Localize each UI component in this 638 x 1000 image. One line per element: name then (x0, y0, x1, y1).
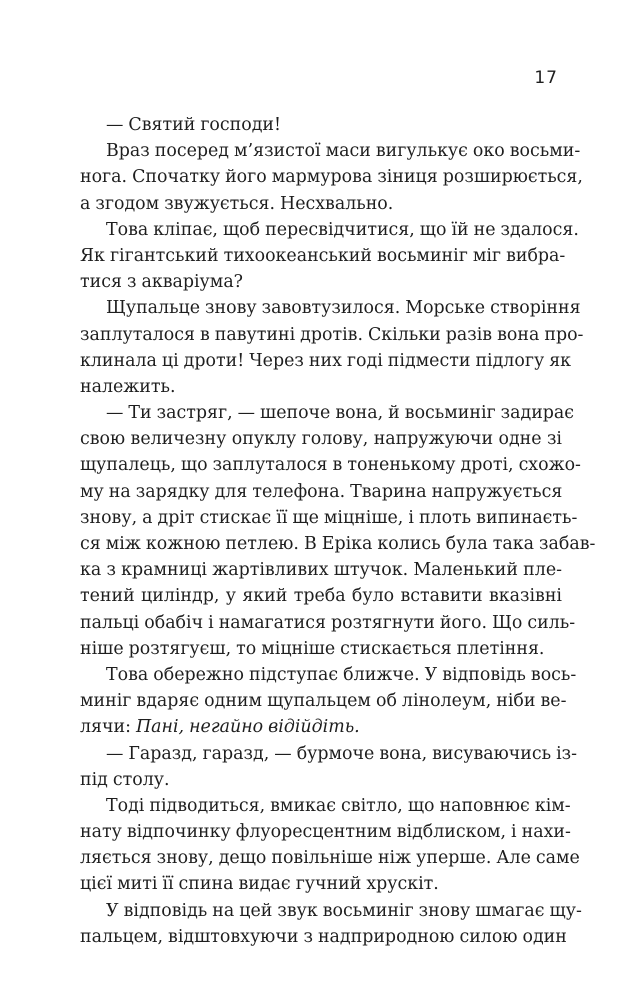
text-line (80, 505, 578, 531)
text-line (80, 295, 581, 321)
text-line (80, 164, 583, 190)
text-line (80, 452, 581, 478)
text-line (80, 636, 562, 662)
text-line (80, 138, 581, 164)
line-text: ка з крамниці жартівливих штучок. Маленький пле- (80, 560, 562, 581)
text-line (80, 348, 572, 374)
text-line (80, 741, 578, 767)
text-line (80, 714, 562, 740)
page-number: 17 (534, 68, 558, 88)
line-text: тений циліндр, у який треба було вставити вказівні (80, 586, 562, 607)
line-text: Як гігантський тихоокеанський восьминіг міг вибра- (80, 245, 566, 266)
text-line (80, 479, 562, 505)
text-line (80, 112, 562, 138)
text-line (80, 531, 596, 557)
text-line (80, 217, 579, 243)
line-text: — Святий господи! (106, 115, 281, 135)
line-text: ніше розтягуєш, то міцніше стискається плетіння. (80, 638, 545, 659)
line-text: Това обережно підступає ближче. У відповідь вось- (106, 664, 577, 685)
line-text: ляється знову, дещо повільніше ніж уперше. Але саме (80, 848, 580, 869)
line-text: тися з акваріума? (80, 272, 244, 293)
text-line (80, 845, 580, 871)
text-line (80, 557, 562, 583)
line-text: ся між кожною петлею. В Еріка колись була така забав- (80, 534, 596, 554)
line-text: лячи: (80, 717, 136, 738)
line-text: пальцем, відштовхуючи з надприродною силою один (80, 926, 567, 947)
body-text (80, 112, 596, 950)
text-line (80, 374, 562, 400)
line-text: Щупальце знову завовтузилося. Морське створіння (106, 298, 581, 319)
line-text: — Ти застряг, — шепоче вона, й восьминіг задирає (106, 403, 575, 424)
line-text: нату відпочинку флуоресцентним відблиском, і нахи- (80, 822, 571, 843)
line-text: — Гаразд, гаразд, — бурмоче вона, висуваючись із- (106, 743, 578, 764)
line-text: а згодом звужується. Несхвально. (80, 193, 394, 214)
line-text: минiг вдаряє одним щупальцем об лінолеум, ніби ве- (80, 691, 567, 712)
text-line (80, 322, 584, 348)
line-text: нога. Спочатку його мармурова зіниця розширюється, (80, 167, 583, 188)
text-line (80, 269, 562, 295)
line-text: під столу. (80, 769, 170, 790)
line-text: му на зарядку для телефона. Тварина напружується (80, 481, 563, 502)
text-line (80, 583, 562, 609)
line-text: заплуталося в павутині дротів. Скільки разів вона про- (80, 324, 584, 345)
line-text: свою величезну опуклу голову, напружуючи одне зі (80, 429, 562, 450)
line-text: Тоді підводиться, вмикає світло, що наповнює кім- (106, 795, 571, 816)
text-line (80, 191, 562, 217)
text-line (80, 662, 577, 688)
line-text: Това кліпає, щоб пересвідчитися, що їй не здалося. (106, 219, 579, 240)
text-line (80, 871, 562, 897)
text-line (80, 400, 575, 426)
text-line (80, 819, 571, 845)
line-text: знову, а дріт стискає її ще міцніше, і плоть випинаєть- (80, 507, 578, 528)
text-line (80, 688, 567, 714)
text-line (80, 243, 566, 269)
line-text: У відповідь на цей звук восьминіг знову шмагає щу- (106, 900, 582, 921)
text-line (80, 898, 582, 924)
line-text: щупалець, що заплуталося в тоненькому дроті, схожо- (80, 455, 581, 476)
text-line (80, 793, 571, 819)
line-text: цієї миті її спина видає гучний хрускіт. (80, 874, 439, 895)
italic-speech: Пані, негайно відійдіть. (136, 717, 360, 738)
text-line (80, 610, 576, 636)
text-line (80, 767, 562, 793)
text-line (80, 924, 567, 950)
line-text: клинала ці дроти! Через них годі підмести підлогу як (80, 350, 572, 371)
line-text: Враз посеред м’язистої маси вигулькує око восьми- (106, 141, 581, 162)
text-line (80, 426, 562, 452)
line-text: належить. (80, 376, 176, 397)
line-text: пальці обабіч і намагатися розтягнути його. Що силь- (80, 612, 576, 633)
